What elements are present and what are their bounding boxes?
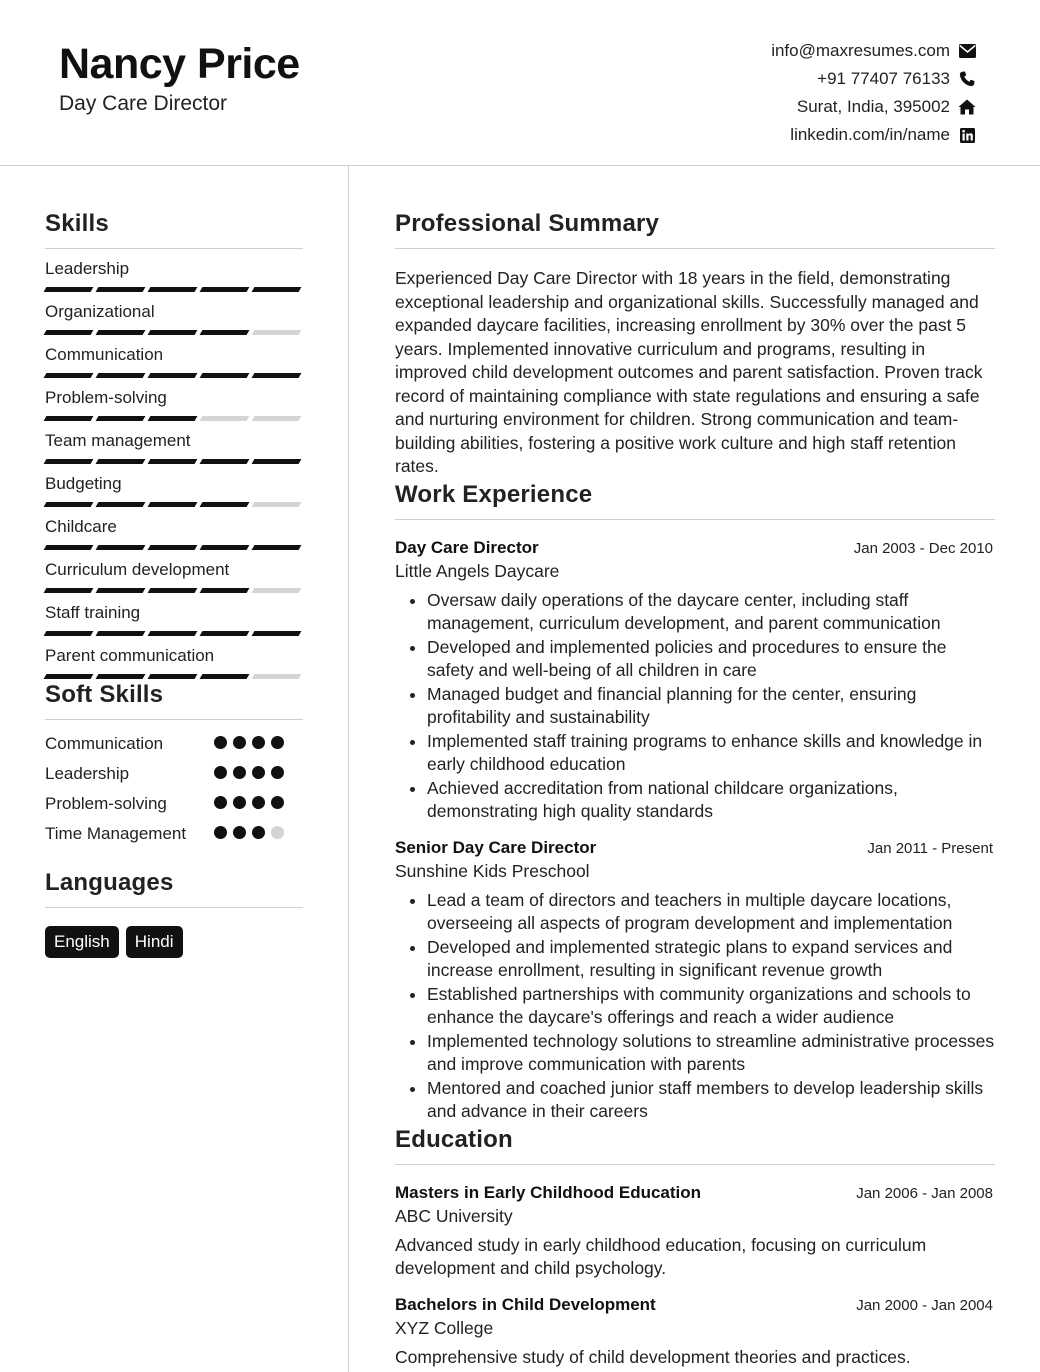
- job-dates: Jan 2003 - Dec 2010: [853, 539, 993, 557]
- skill-level-segment: [252, 588, 302, 593]
- education-header: [395, 1183, 995, 1203]
- soft-skill-label: Time Management: [45, 824, 187, 843]
- education-list: [395, 1183, 995, 1370]
- experience-list: [395, 538, 995, 1124]
- skill-level-bar: [45, 588, 303, 593]
- skill-item: [45, 507, 303, 550]
- soft-skills-heading: Soft Skills: [45, 681, 303, 720]
- job-bullets: [395, 889, 995, 1124]
- home-icon: [958, 98, 976, 116]
- skill-level-segment: [96, 330, 146, 335]
- skill-level-segment: [148, 416, 198, 421]
- skill-level-segment: [200, 588, 250, 593]
- soft-skills-list: [45, 732, 303, 868]
- skill-level-segment: [44, 373, 94, 378]
- skill-label: Budgeting: [45, 474, 122, 493]
- job-entry: [395, 538, 995, 824]
- rating-dot: [233, 736, 246, 749]
- skill-level-segment: [200, 330, 250, 335]
- skill-item: [45, 421, 303, 464]
- rating-dot: [271, 796, 284, 809]
- summary-heading: Professional Summary: [395, 210, 995, 249]
- skill-level-bar: [45, 330, 303, 335]
- skill-level-bar: [45, 674, 303, 679]
- job-bullet: • Managed budget and financial planning for the center, ensuring profitability and sustainability: [427, 683, 995, 730]
- skill-level-segment: [200, 674, 250, 679]
- skill-level-segment: [200, 373, 250, 378]
- education-school: ABC University: [395, 1205, 513, 1226]
- candidate-title: Day Care Director: [59, 92, 228, 115]
- contact-linkedin-text: linkedin.com/in/name: [790, 125, 950, 144]
- job-bullets: [395, 589, 995, 824]
- skill-label: Parent communication: [45, 646, 215, 665]
- skill-label: Leadership: [45, 259, 130, 278]
- education-dates: Jan 2000 - Jan 2004: [856, 1296, 993, 1314]
- skill-level-segment: [44, 545, 94, 550]
- skill-item: [45, 593, 303, 636]
- rating-dot: [271, 826, 284, 839]
- rating-dot: [271, 766, 284, 779]
- rating-dot: [233, 826, 246, 839]
- skill-level-segment: [148, 631, 198, 636]
- right-column: [395, 210, 995, 1369]
- skill-label: Problem-solving: [45, 388, 167, 407]
- skill-label: Staff training: [45, 603, 141, 622]
- skill-level-bar: [45, 502, 303, 507]
- job-entry: [395, 838, 995, 1124]
- phone-icon: [958, 70, 976, 88]
- skill-level-segment: [252, 459, 302, 464]
- skill-level-segment: [252, 330, 302, 335]
- skill-level-segment: [200, 287, 250, 292]
- skill-level-bar: [45, 287, 303, 292]
- skill-level-segment: [96, 674, 146, 679]
- linkedin-icon: [958, 126, 976, 144]
- skill-item: [45, 292, 303, 335]
- skill-level-segment: [44, 502, 94, 507]
- languages-heading: Languages: [45, 869, 303, 908]
- languages-list: [45, 926, 303, 958]
- skill-level-segment: [200, 545, 250, 550]
- skill-level-segment: [148, 330, 198, 335]
- education-header: [395, 1295, 995, 1315]
- education-description: Advanced study in early childhood education, focusing on curriculum development and child psychology.: [395, 1234, 927, 1278]
- skill-level-segment: [252, 416, 302, 421]
- contact-phone-text: +91 77407 76133: [817, 69, 950, 88]
- skill-level-segment: [96, 459, 146, 464]
- skill-item: [45, 464, 303, 507]
- contact-location-text: Surat, India, 395002: [796, 97, 950, 116]
- left-column: [45, 210, 303, 958]
- experience-heading: Work Experience: [395, 481, 995, 520]
- rating-dot: [252, 796, 265, 809]
- skill-level-segment: [44, 287, 94, 292]
- rating-dot: [214, 826, 227, 839]
- skill-level-segment: [148, 674, 198, 679]
- soft-skill-rating: [214, 736, 284, 749]
- skill-label: Curriculum development: [45, 560, 230, 579]
- job-dates: Jan 2011 - Present: [867, 839, 993, 857]
- skill-level-segment: [252, 287, 302, 292]
- skill-label: Communication: [45, 345, 164, 364]
- skill-level-segment: [200, 631, 250, 636]
- skill-level-segment: [200, 502, 250, 507]
- job-bullet: • Mentored and coached junior staff members to develop leadership skills and advance in their careers: [427, 1077, 995, 1124]
- skill-level-segment: [252, 502, 302, 507]
- language-chip: English: [45, 926, 119, 958]
- rating-dot: [252, 766, 265, 779]
- contact-email-text: info@maxresumes.com: [771, 41, 950, 60]
- skill-level-segment: [252, 674, 302, 679]
- job-organization: Sunshine Kids Preschool: [395, 860, 590, 881]
- contact-phone[interactable]: [771, 65, 976, 93]
- skill-level-bar: [45, 373, 303, 378]
- skill-level-segment: [96, 502, 146, 507]
- skill-level-segment: [148, 545, 198, 550]
- soft-skill-label: Problem-solving: [45, 794, 167, 813]
- skill-level-segment: [148, 588, 198, 593]
- skill-level-segment: [96, 373, 146, 378]
- skill-level-segment: [96, 545, 146, 550]
- skill-item: [45, 550, 303, 593]
- soft-skill-label: Leadership: [45, 764, 130, 783]
- skill-level-segment: [44, 631, 94, 636]
- skill-item: [45, 335, 303, 378]
- skill-level-segment: [44, 330, 94, 335]
- skill-level-segment: [252, 631, 302, 636]
- education-entry: [395, 1183, 995, 1281]
- rating-dot: [252, 736, 265, 749]
- skill-level-segment: [252, 545, 302, 550]
- education-degree: Masters in Early Childhood Education: [395, 1182, 702, 1202]
- skills-heading: Skills: [45, 210, 303, 249]
- rating-dot: [233, 766, 246, 779]
- skill-level-segment: [252, 373, 302, 378]
- education-entry: [395, 1295, 995, 1370]
- envelope-icon: [958, 42, 976, 60]
- education-degree: Bachelors in Child Development: [395, 1294, 656, 1314]
- soft-skill-rating: [214, 766, 284, 779]
- soft-skill-rating: [214, 826, 284, 839]
- skills-list: [45, 249, 303, 679]
- job-bullet: • Developed and implemented strategic plans to expand services and increase enrollment, resulting in significant revenue growth: [427, 936, 995, 983]
- rating-dot: [214, 796, 227, 809]
- skill-level-segment: [96, 588, 146, 593]
- education-heading: Education: [395, 1126, 995, 1165]
- skill-level-segment: [148, 502, 198, 507]
- job-bullet: • Oversaw daily operations of the daycare center, including staff management, curriculum development, and parent communication: [427, 589, 995, 636]
- skill-item: [45, 249, 303, 292]
- rating-dot: [252, 826, 265, 839]
- skill-level-segment: [44, 416, 94, 421]
- rating-dot: [271, 736, 284, 749]
- job-header: [395, 538, 995, 558]
- job-header: [395, 838, 995, 858]
- skill-level-segment: [148, 373, 198, 378]
- contact-location: [771, 93, 976, 121]
- soft-skill-item: [45, 792, 303, 822]
- skill-label: Organizational: [45, 302, 155, 321]
- soft-skill-rating: [214, 796, 284, 809]
- column-divider: [348, 166, 349, 1372]
- resume-header: [0, 0, 1040, 166]
- job-bullet: • Achieved accreditation from national childcare organizations, demonstrating high quality standards: [427, 777, 995, 824]
- skill-level-segment: [96, 631, 146, 636]
- skill-level-bar: [45, 416, 303, 421]
- candidate-name: Nancy Price: [59, 40, 300, 88]
- summary-text: Experienced Day Care Director with 18 years in the field, demonstrating exceptional leadership and organizational skills. Successfully managed and expanded daycare facilities, increasing enrollment by 30% over the past 5 years. Implemented innovative curriculum and programs, resulting in improved child development outcomes and parent satisfaction. Proven track record of maintaining compliance with state regulations and ensuring a safe and nurturing environment for children. Strong communication and team-building abilities, fostering a positive work culture and high staff retention rates.: [395, 268, 983, 476]
- job-title: Day Care Director: [395, 537, 539, 557]
- rating-dot: [233, 796, 246, 809]
- skill-level-segment: [200, 416, 250, 421]
- job-bullet: • Lead a team of directors and teachers in multiple daycare locations, overseeing all aspects of program development and implementation: [427, 889, 995, 936]
- skill-level-segment: [96, 416, 146, 421]
- skill-level-segment: [148, 459, 198, 464]
- skill-level-segment: [44, 674, 94, 679]
- job-title: Senior Day Care Director: [395, 837, 597, 857]
- language-chip: Hindi: [126, 926, 183, 958]
- skill-level-bar: [45, 631, 303, 636]
- education-school: XYZ College: [395, 1317, 494, 1338]
- education-dates: Jan 2006 - Jan 2008: [856, 1184, 993, 1202]
- skill-level-bar: [45, 459, 303, 464]
- job-bullet: • Implemented staff training programs to enhance skills and knowledge in early childhood education: [427, 730, 995, 777]
- skill-item: [45, 378, 303, 421]
- skill-level-segment: [200, 459, 250, 464]
- job-bullet: • Implemented technology solutions to streamline administrative processes and improve communication with parents: [427, 1030, 995, 1077]
- contact-block: [771, 37, 976, 149]
- education-description: Comprehensive study of child development theories and practices.: [395, 1346, 911, 1367]
- skill-level-segment: [44, 459, 94, 464]
- skill-item: [45, 636, 303, 679]
- soft-skill-label: Communication: [45, 734, 164, 753]
- skill-level-segment: [96, 287, 146, 292]
- skill-label: Childcare: [45, 517, 117, 536]
- skill-level-segment: [44, 588, 94, 593]
- rating-dot: [214, 736, 227, 749]
- soft-skill-item: [45, 822, 303, 868]
- contact-linkedin[interactable]: [771, 121, 976, 149]
- skill-label: Team management: [45, 431, 191, 450]
- job-bullet: • Established partnerships with community organizations and schools to enhance the daycare's offerings and reach a wider audience: [427, 983, 995, 1030]
- job-organization: Little Angels Daycare: [395, 560, 560, 581]
- contact-email[interactable]: [771, 37, 976, 65]
- skill-level-segment: [148, 287, 198, 292]
- job-bullet: • Developed and implemented policies and procedures to ensure the safety and well-being of all children in care: [427, 636, 995, 683]
- soft-skill-item: [45, 732, 303, 762]
- skill-level-bar: [45, 545, 303, 550]
- rating-dot: [214, 766, 227, 779]
- soft-skill-item: [45, 762, 303, 792]
